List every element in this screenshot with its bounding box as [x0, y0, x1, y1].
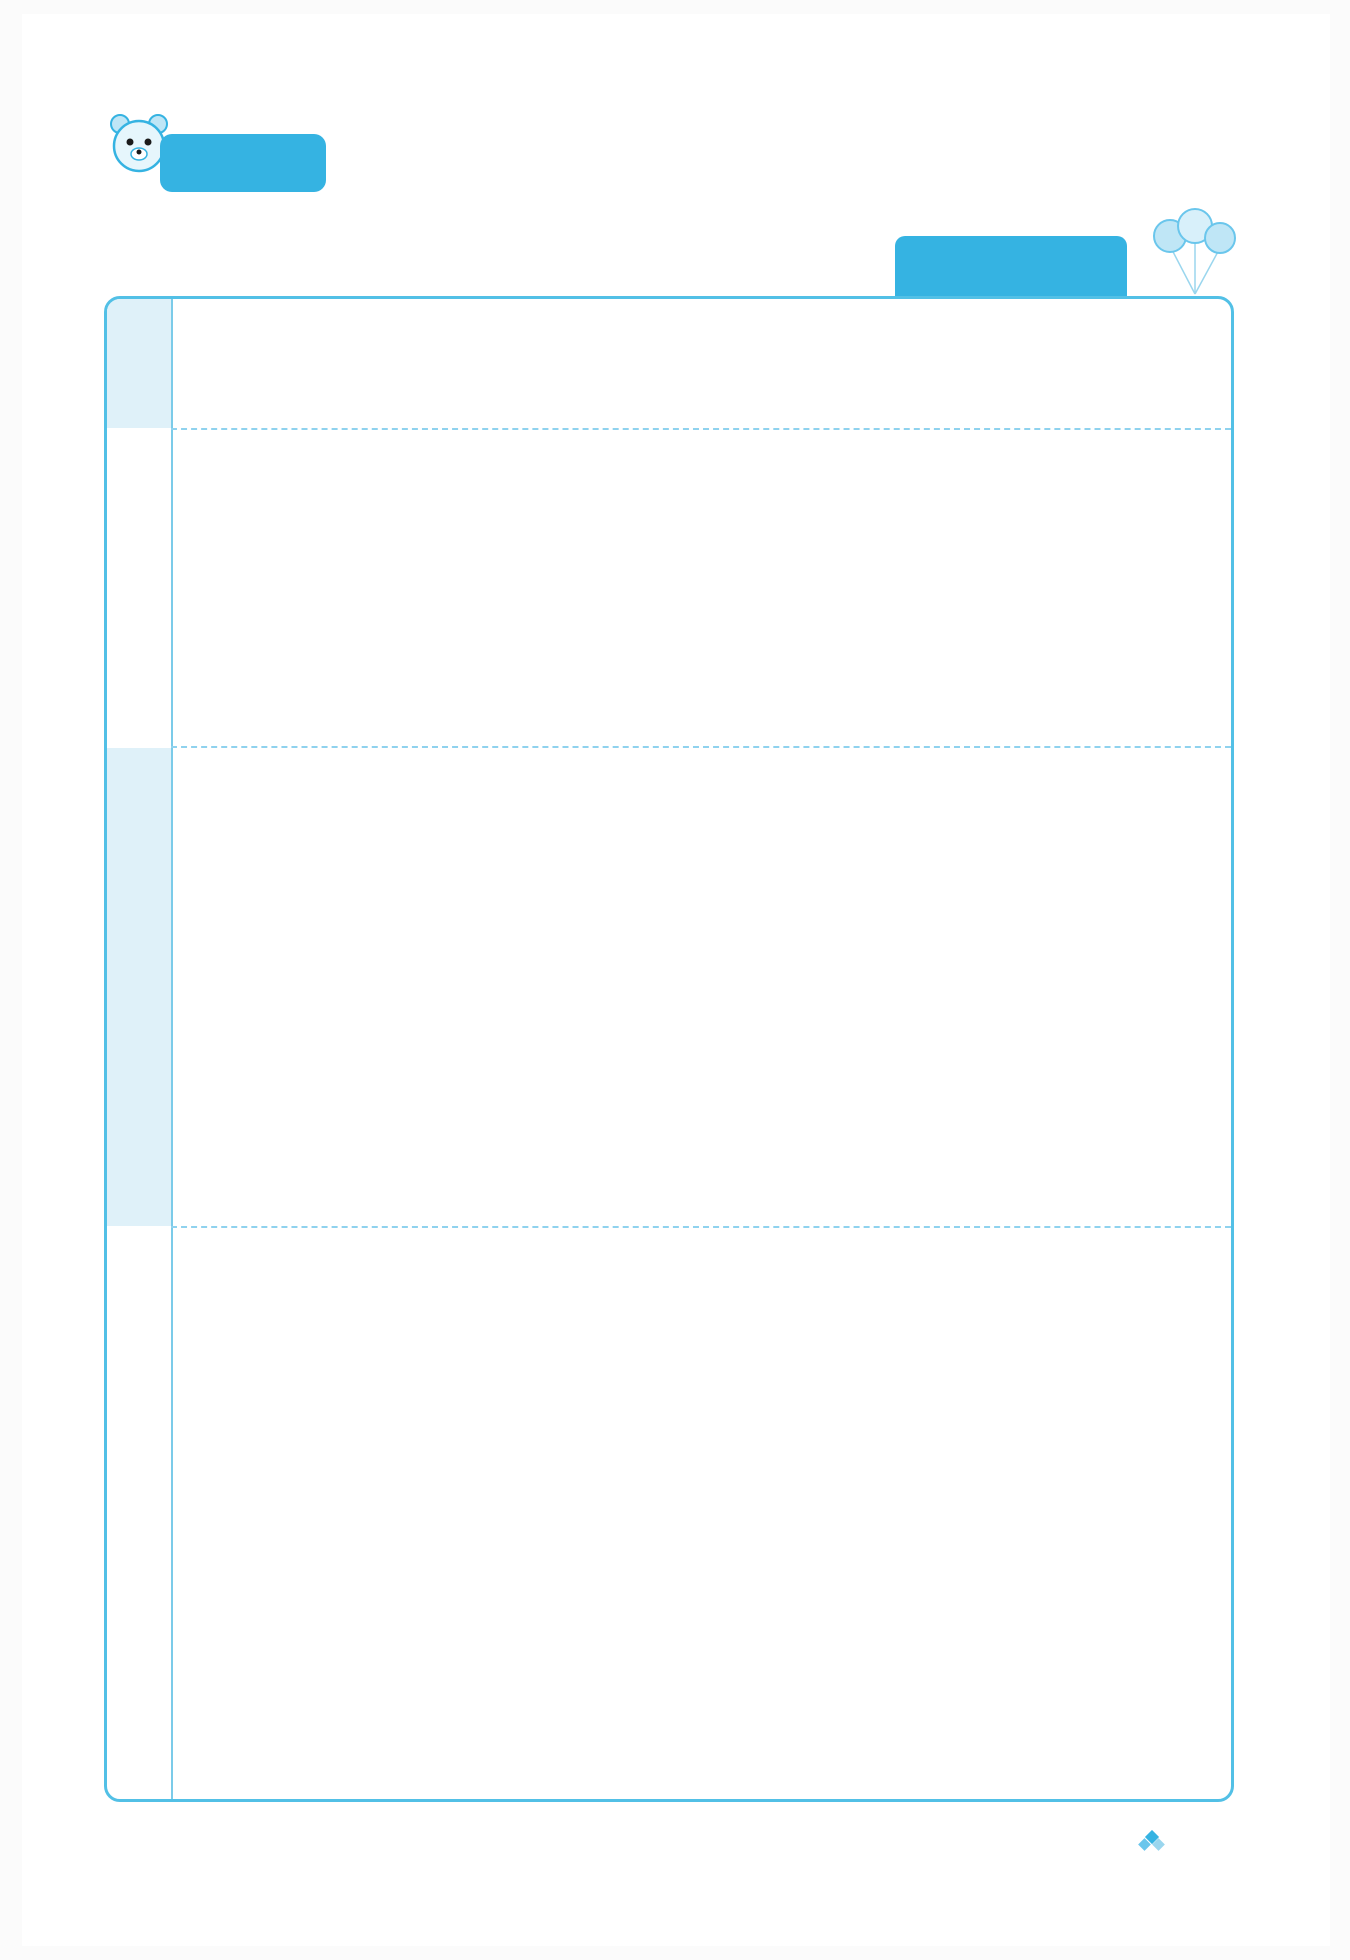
side-label-pronunciation [107, 299, 171, 428]
side-label-phrases [107, 748, 171, 1226]
section-divider [171, 1226, 1231, 1228]
side-label-vocabulary [107, 430, 171, 746]
section-divider [171, 428, 1231, 430]
section-divider [171, 746, 1231, 748]
section-tab [895, 236, 1127, 296]
balloons-icon [1140, 206, 1240, 296]
unit-badge [160, 134, 326, 192]
diamond-icon [1138, 1830, 1166, 1858]
side-label-sentences [107, 1228, 171, 1799]
pronunciation-words [187, 319, 223, 353]
column-separator [171, 299, 173, 1799]
content-box [104, 296, 1234, 1802]
